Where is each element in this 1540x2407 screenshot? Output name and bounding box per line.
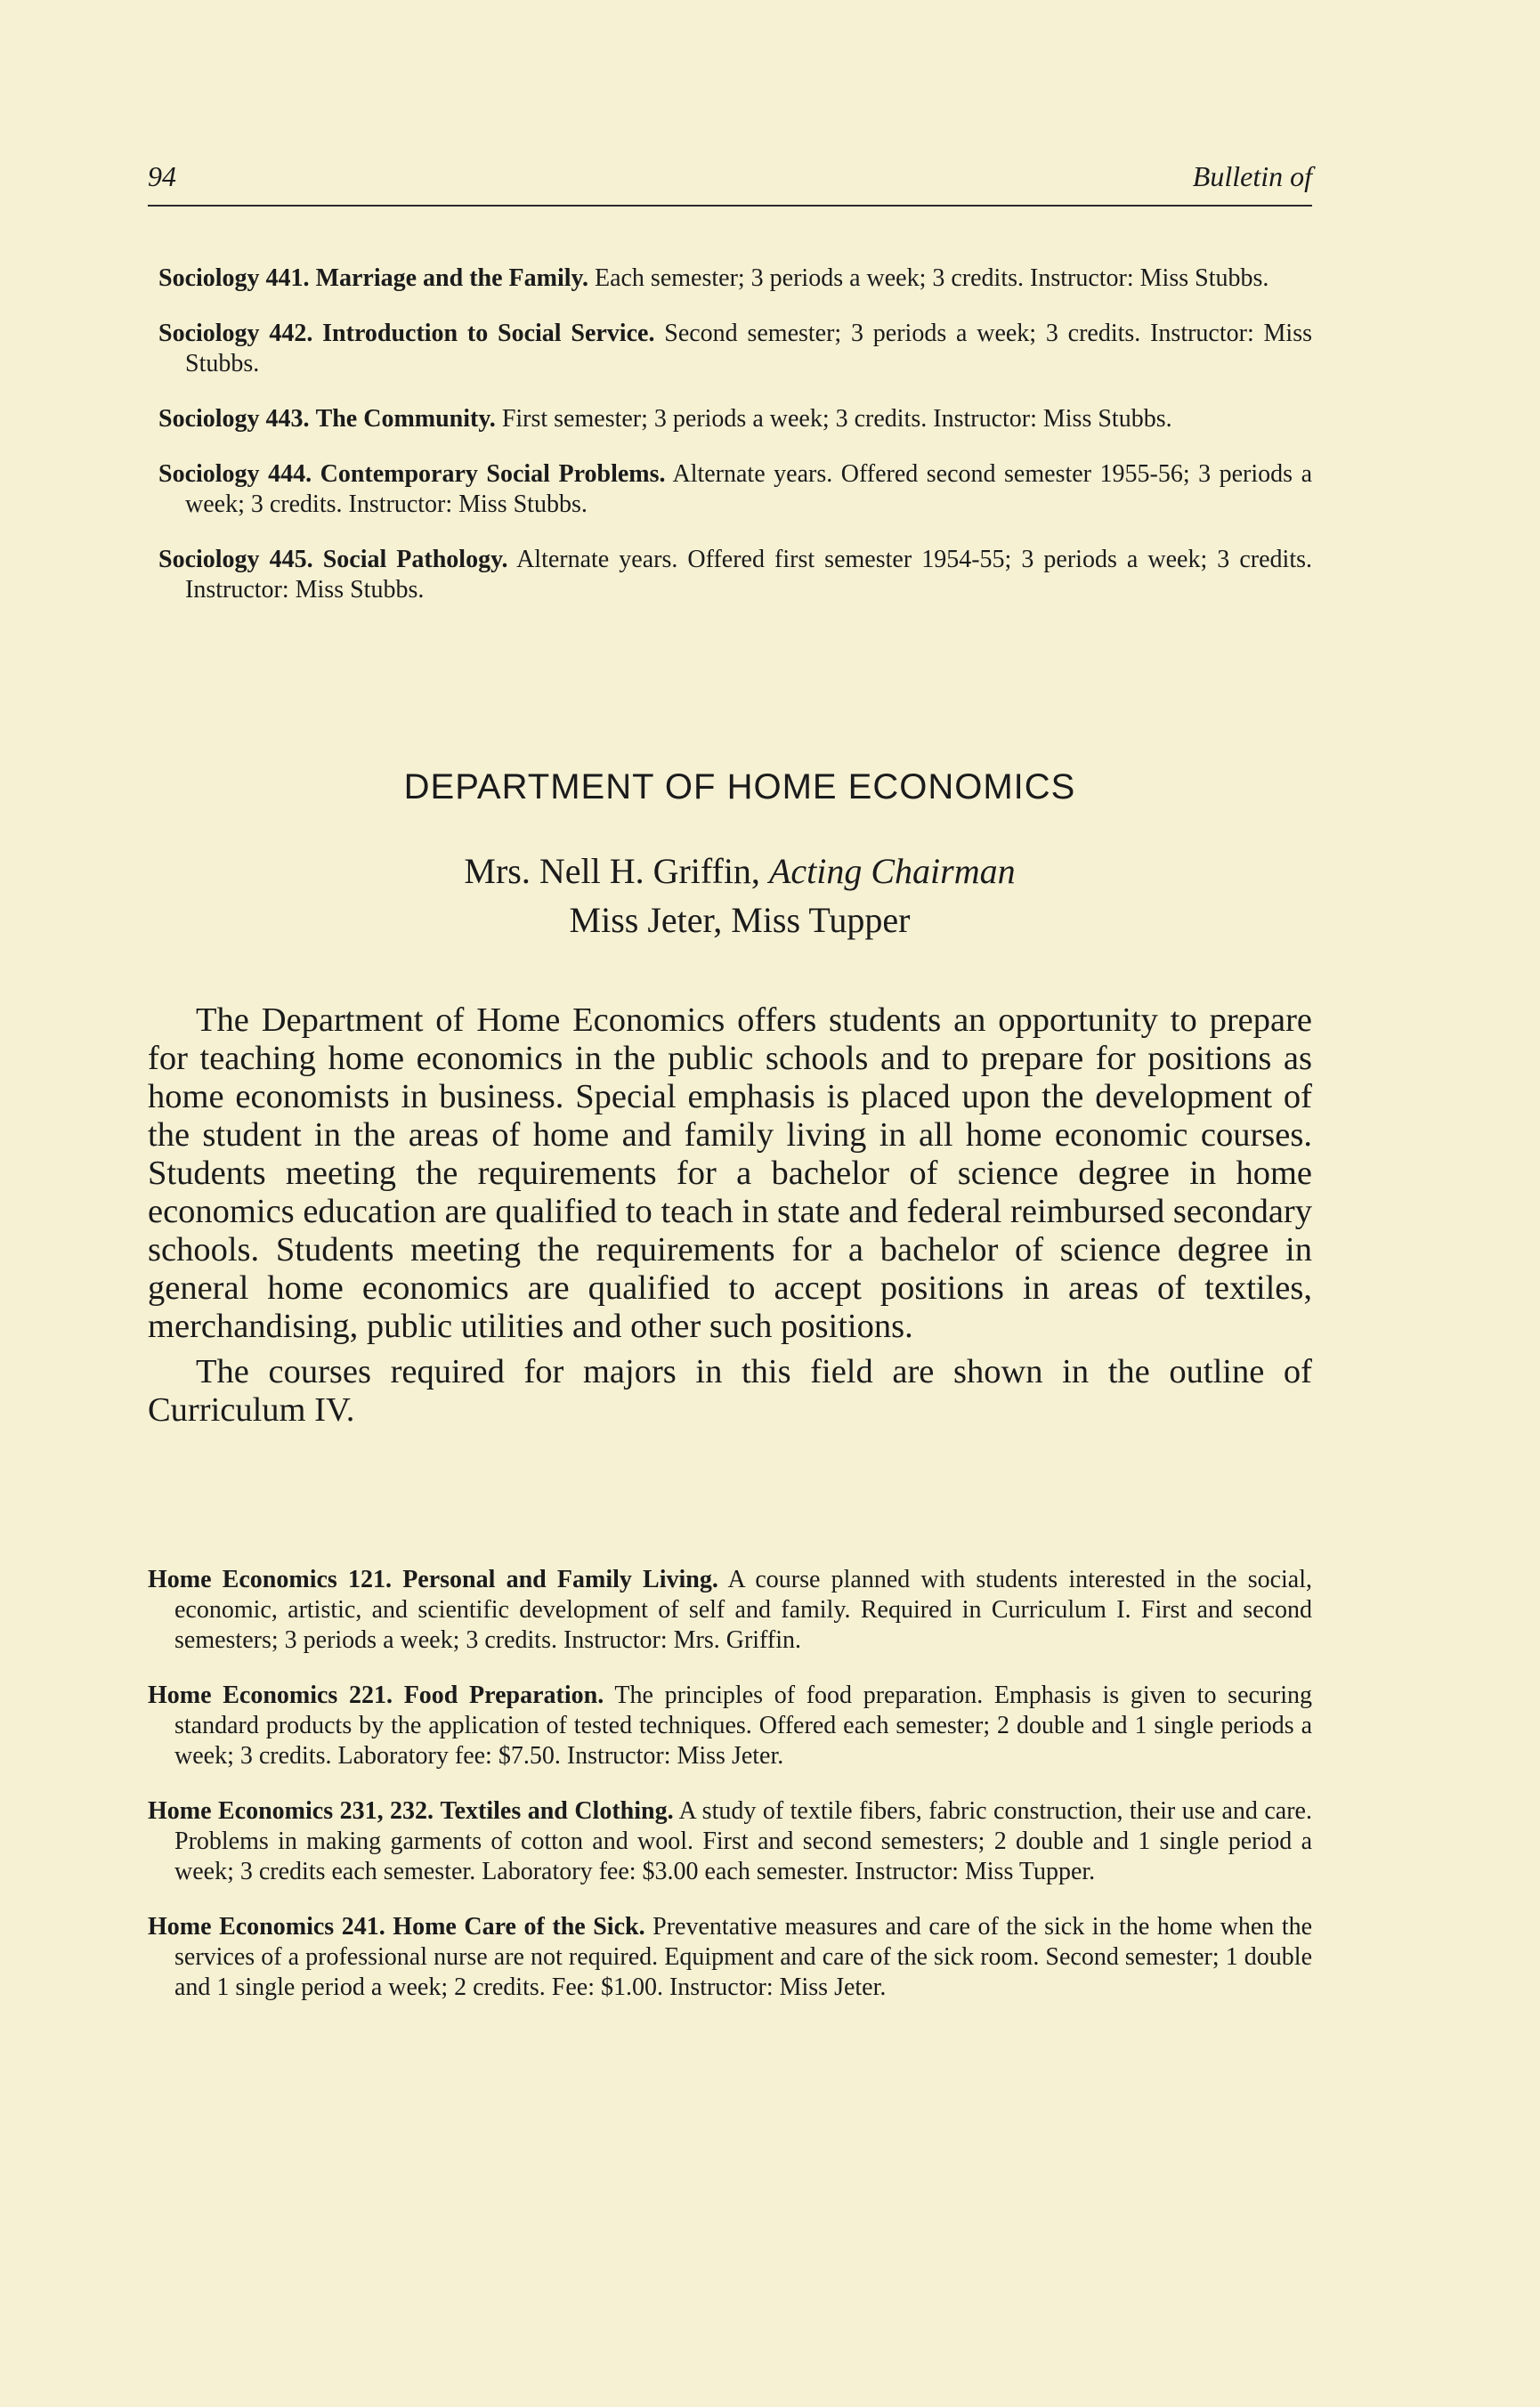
course-number: Home Economics 231, 232. xyxy=(148,1797,434,1825)
course-entry xyxy=(158,459,1312,520)
course-details: First semester; 3 periods a week; 3 credits. Instructor: Miss Stubbs. xyxy=(501,405,1172,433)
page-number: 94 xyxy=(148,160,176,192)
course-title: Introduction to Social Service. xyxy=(322,320,655,347)
course-title: Home Care of the Sick. xyxy=(393,1913,645,1941)
course-details: A study of textile fibers, fabric construction, their use and care. Problems in making garments of cotton and wool. First and second semesters; 2 double and 1 single period a week; 3 credits each semester. Laboratory fee: $3.00 each semester. Instructor: Miss Tupper. xyxy=(174,1797,1312,1885)
course-entry xyxy=(148,1681,1312,1771)
running-head xyxy=(148,157,1312,207)
chair-name: Mrs. Nell H. Griffin, xyxy=(464,851,760,891)
course-details: Each semester; 3 periods a week; 3 credits. Instructor: Miss Stubbs. xyxy=(594,264,1269,292)
course-number: Sociology 442. xyxy=(158,320,313,347)
course-number: Sociology 441. xyxy=(158,264,310,292)
course-details: Preventative measures and care of the sick in the home when the services of a professional nurse are not required. Equipment and care of the sick room. Second semester; 1 double and 1 single period a week; 2 credits. Fee: $1.00. Instructor: Miss Jeter. xyxy=(174,1913,1313,2001)
course-details: Alternate years. Offered first semester 1954-55; 3 periods a week; 3 credits. Instructor: Miss Stubbs. xyxy=(185,546,1313,604)
course-entry xyxy=(158,545,1312,605)
course-title: The Community. xyxy=(315,405,496,433)
course-number: Home Economics 241. xyxy=(148,1913,385,1941)
course-entry xyxy=(158,319,1312,379)
course-title: Social Pathology. xyxy=(322,546,508,573)
course-entry xyxy=(148,1912,1312,2003)
course-entry xyxy=(148,1565,1312,1656)
course-title: Marriage and the Family. xyxy=(315,264,588,292)
sociology-course-list xyxy=(158,239,1312,625)
intro-paragraph: The courses required for majors in this field are shown in the outline of Curriculum IV. xyxy=(148,1353,1312,1429)
course-details: Second semester; 3 periods a week; 3 credits. Instructor: Miss Stubbs. xyxy=(185,320,1312,377)
intro-paragraph: The Department of Home Economics offers students an opportunity to prepare for teaching home economics in the public schools and to prepare for positions as home economists in business. Special emphasis is placed upon the development of the student in the areas of home and family living in all home economic courses. Students meeting the requirements for a bachelor of science degree in home economics education are qualified to teach in state and federal reimbursed secondary schools. Students meeting the requirements for a bachelor of science degree in general home economics are qualified to accept positions in areas of textiles, merchandising, public utilities and other such positions. xyxy=(148,1001,1312,1345)
course-title: Contemporary Social Problems. xyxy=(320,460,666,488)
department-staff: Miss Jeter, Miss Tupper xyxy=(569,900,911,940)
course-number: Home Economics 221. xyxy=(148,1682,393,1709)
home-economics-course-list xyxy=(148,1540,1312,2022)
course-title: Personal and Family Living. xyxy=(402,1566,718,1593)
running-title: Bulletin of xyxy=(1192,160,1312,192)
department-introduction xyxy=(148,1001,1312,1430)
department-heading: DEPARTMENT OF HOME ECONOMICS xyxy=(403,767,1076,806)
course-details: Alternate years. Offered second semester 1955-56; 3 periods a week; 3 credits. Instructor: Miss Stubbs. xyxy=(185,460,1312,518)
course-details: The principles of food preparation. Emphasis is given to securing standard products by the application of tested techniques. Offered each semester; 2 double and 1 single periods a week; 3 credits. Laboratory fee: $7.50. Instructor: Miss Jeter. xyxy=(174,1682,1313,1770)
course-number: Sociology 444. xyxy=(158,460,312,488)
course-title: Textiles and Clothing. xyxy=(440,1797,674,1825)
course-entry xyxy=(158,404,1312,434)
course-title: Food Preparation. xyxy=(403,1682,604,1709)
course-number: Sociology 443. xyxy=(158,405,310,433)
department-chair xyxy=(148,850,1332,892)
chair-role: Acting Chairman xyxy=(768,851,1016,891)
course-details: A course planned with students interested in the social, economic, artistic, and scientific development of self and family. Required in Curriculum I. First and second semesters; 3 periods a week; 3 credits. Instructor: Mrs. Griffin. xyxy=(174,1566,1313,1654)
course-entry xyxy=(148,1796,1312,1887)
course-number: Sociology 445. xyxy=(158,546,313,573)
course-entry xyxy=(158,263,1312,294)
course-number: Home Economics 121. xyxy=(148,1566,392,1593)
